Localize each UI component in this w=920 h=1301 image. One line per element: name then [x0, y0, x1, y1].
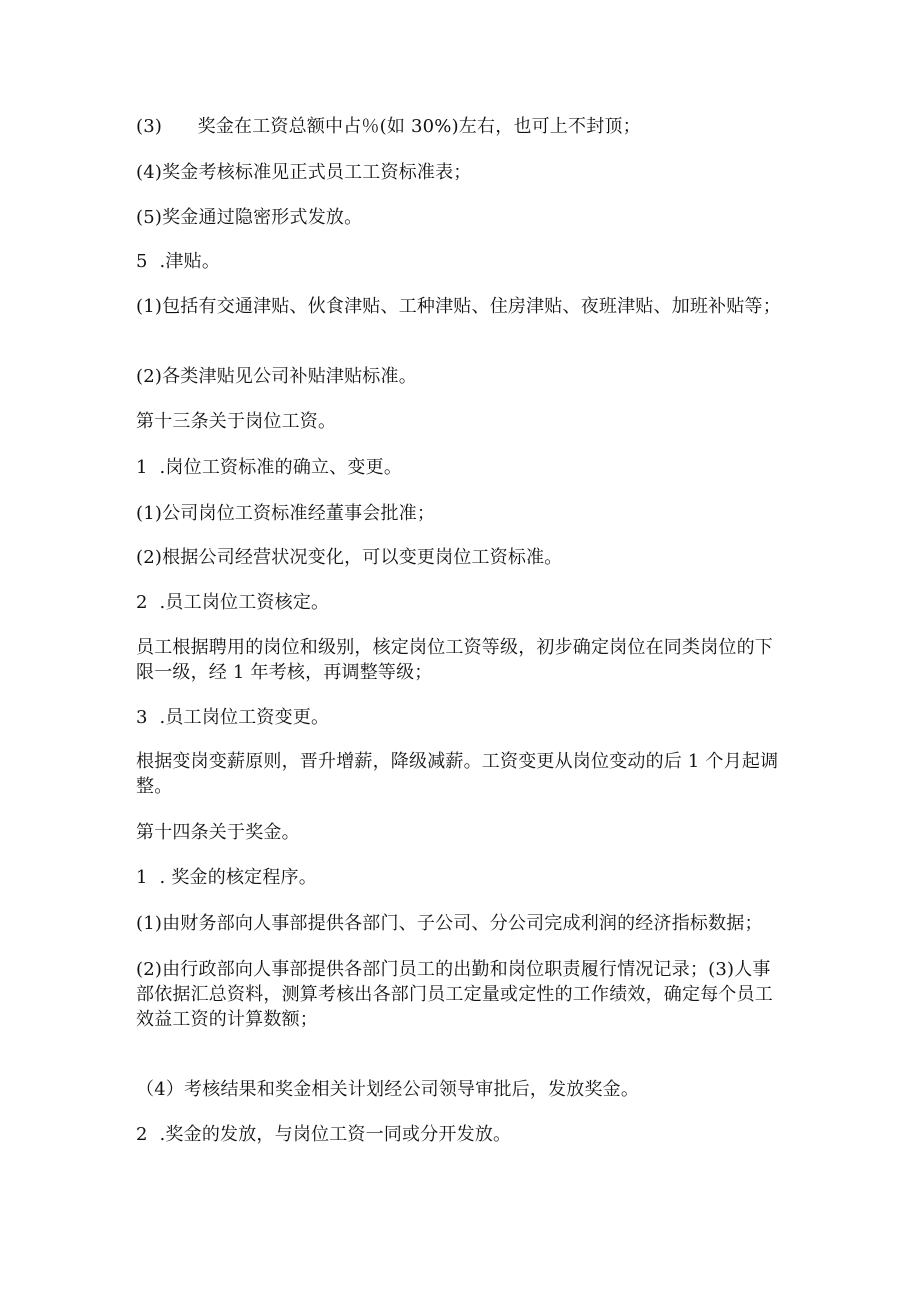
paragraph-11: 2 .员工岗位工资核定。: [136, 592, 330, 613]
paragraph-9: (1)公司岗位工资标准经董事会批准；: [136, 503, 436, 524]
paragraph-13: 3 .员工岗位工资变更。: [136, 707, 330, 728]
paragraph-1: (3) 奖金在工资总额中占％(如 30%)左右，也可上不封顶；: [136, 116, 641, 137]
paragraph-18: (2)由行政部向人事部提供各部门员工的出勤和岗位职责履行情况记录；(3)人事部依据汇总资料，测算考核出各部门员工定量或定性的工作绩效，确定每个员工效益工资的计算数额；: [136, 959, 773, 1030]
paragraph-15: 第十四条关于奖金。: [136, 822, 300, 843]
paragraph-16: 1 . 奖金的核定程序。: [136, 867, 317, 888]
paragraph-12: 员工根据聘用的岗位和级别，核定岗位工资等级，初步确定岗位在同类岗位的下限一级，经 1 年考核，再调整等级；: [136, 637, 773, 683]
paragraph-20: 2 .奖金的发放，与岗位工资一同或分开发放。: [136, 1124, 512, 1145]
paragraph-10: (2)根据公司经营状况变化，可以变更岗位工资标准。: [136, 547, 563, 568]
paragraph-6: (2)各类津贴见公司补贴津贴标准。: [136, 366, 417, 387]
paragraph-3: (5)奖金通过隐密形式发放。: [136, 207, 363, 228]
paragraph-17: (1)由财务部向人事部提供各部门、子公司、分公司完成利润的经济指标数据；: [136, 913, 763, 934]
paragraph-7: 第十三条关于岗位工资。: [136, 411, 337, 432]
paragraph-4: 5 .津贴。: [136, 251, 221, 272]
paragraph-19: （4）考核结果和奖金相关计划经公司领导审批后，发放奖金。: [136, 1079, 640, 1100]
paragraph-8: 1 .岗位工资标准的确立、变更。: [136, 457, 403, 478]
paragraph-5: (1)包括有交通津贴、伙食津贴、工种津贴、住房津贴、夜班津贴、加班补贴等；: [136, 296, 781, 317]
paragraph-14: 根据变岗变薪原则，晋升增薪，降级减薪。工资变更从岗位变动的后 1 个月起调整。: [136, 751, 779, 797]
paragraph-2: (4)奖金考核标准见正式员工工资标准表；: [136, 162, 472, 183]
